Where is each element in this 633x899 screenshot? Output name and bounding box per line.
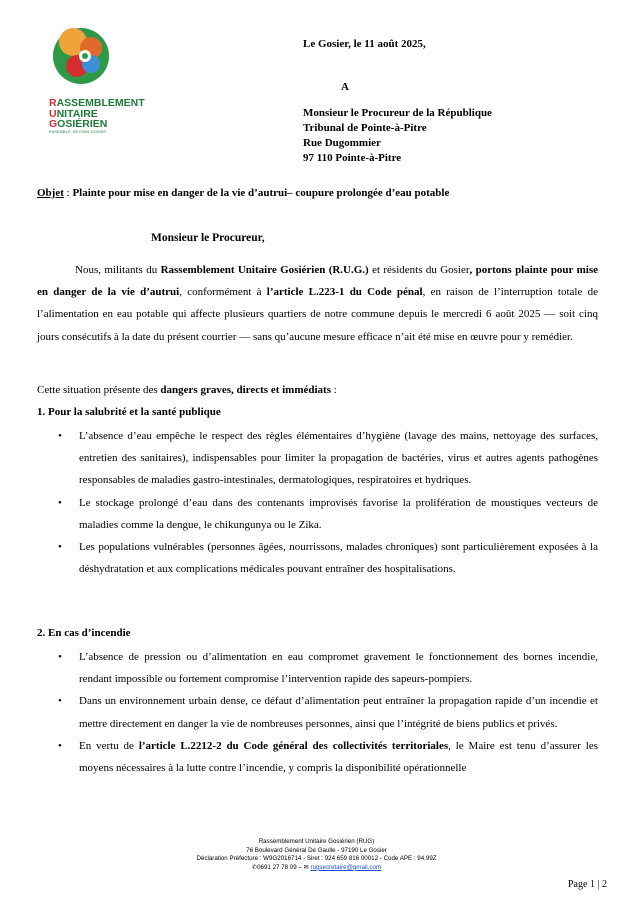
recipient-line: Rue Dugommier [303,137,381,149]
text-run-bold: dangers graves, directs et immédiats [160,384,331,396]
text-run-bold: , portons plainte pour mise en danger de la vie d’autrui [37,264,598,299]
email-link[interactable]: rugsecretaire@gmail.com [310,863,382,871]
recipient-line: Tribunal de Pointe-à-Pitre [303,122,427,134]
recipient-line: 97 110 Pointe-à-Pitre [303,152,402,164]
list-item-text: Les populations vulnérables (personnes âgées, nourrissons, malades chroniques) sont particulièrement exposées à la déshydratation et aux complications médicales pouvant entraîner des hospitalisations. [79,541,598,576]
text-run: En vertu de [79,739,139,752]
logo-wordmark: RASSEMBLEMENT UNITAIRE GOSIÉRIEN [49,97,145,130]
subject-label: Objet [37,187,64,199]
section-heading: 1. Pour la salubrité et la santé publique [37,406,221,418]
text-run: : [331,384,337,396]
bullet-icon: • [58,695,62,708]
bullet-icon: • [58,651,62,663]
salutation: Monsieur le Procureur, [151,232,265,244]
mail-icon: ✉ [303,863,311,871]
text-run: , en raison de l’interruption totale de l’alimentation en eau potable qui affecte plusieurs quartiers de notre commune depuis le mercredi 6 août 2025 — soit cinq jours consécutifs à la date du présent courrier — sans qu’aucune mesure efficace n’ait été mise en œuvre pour y remédier. [37,286,599,343]
logo [43,20,148,138]
list-item-text: Le stockage prolongé d’eau dans des contenants improvisés favorise la prolifération de moustiques vecteurs de maladies comme la dengue, le chikungunya ou le Zika. [79,496,598,531]
subject-text: Plainte pour mise en danger de la vie d’autrui– coupure prolongée d’eau potable [72,187,450,199]
bullet-icon: • [58,541,62,554]
bullet-list [58,646,598,779]
list-item-text: L’absence d’eau empêche le respect des règles élémentaires d’hygiène (lavage des mains, nettoyage des surfaces, entretien des sanitaires), indispensables pour limiter la propagation de bactéries, virus et autres agents pathogènes responsables de maladies gastro-intestinales, dermatologiques, respiratoires et hydriques. [79,430,598,487]
law-reference: l’article L.223-1 du Code pénal [266,286,423,299]
logo-emblem [47,20,115,90]
org-name: Rassemblement Unitaire Gosiérien (R.U.G.) [160,264,369,276]
body-paragraph [37,259,598,348]
footer-line: Déclaration Préfecture : W9G2016714 - Siret : 924 659 816 00012 - Code APE : 94.99Z [196,855,437,863]
law-reference: l’article L.2212-2 du Code général des collectivités territoriales [138,739,449,752]
page-number: Page 1 | 2 [568,879,607,890]
list-item-text: Dans un environnement urbain dense, ce défaut d’alimentation peut entraîner la propagation rapide d’un incendie et mettre directement en danger la vie de nombreuses personnes, ainsi que l’intégrité de biens publics et privés. [79,695,598,730]
bullet-list [58,425,598,580]
text-run: , conformément à [179,286,267,299]
list-item [58,536,598,580]
subject-sep: : [63,187,73,199]
text-run: , le Maire est tenu d’assurer les moyens nécessaires à la lutte contre l’incendie, y compris la disponibilité opérationnelle [79,739,598,775]
date-line: Le Gosier, le 11 août 2025, [303,38,426,50]
phone-icon: ✆0691 27 78 09 – [251,863,304,871]
footer [0,838,633,872]
text-run: et résidents du Gosier [368,264,470,276]
footer-line: 76 Boulevard Général De Gaulle - 97190 Le Gosier [246,846,387,854]
bullet-icon: • [58,739,62,752]
bullet-icon: • [58,430,62,442]
list-item [58,735,598,779]
list-item [58,425,598,492]
text-run: Nous, militants du [75,264,161,276]
list-item-text: L’absence de pression ou d’alimentation en eau compromet gravement le fonctionnement des bornes incendie, rendant impossible ou fortement compromise l’intervention rapide des sapeurs-pompiers. [79,651,598,686]
footer-contact [0,864,633,873]
list-item [58,690,598,734]
footer-line: Rassemblement Unitaire Gosiérien (RUG) [258,838,375,845]
section-heading: 2. En cas d’incendie [37,627,131,639]
dangers-intro [37,384,337,396]
recipient-line: Monsieur le Procureur de la République [303,107,492,119]
list-item [58,492,598,536]
recipient-address [303,106,492,166]
bullet-icon: • [58,496,62,509]
text-run: Cette situation présente des [37,384,161,396]
subject-line [37,187,449,199]
logo-tagline: ENSEMBLE, SOYONS GOSIER [49,130,107,134]
recipient-prefix: A [341,81,349,93]
list-item [58,646,598,690]
